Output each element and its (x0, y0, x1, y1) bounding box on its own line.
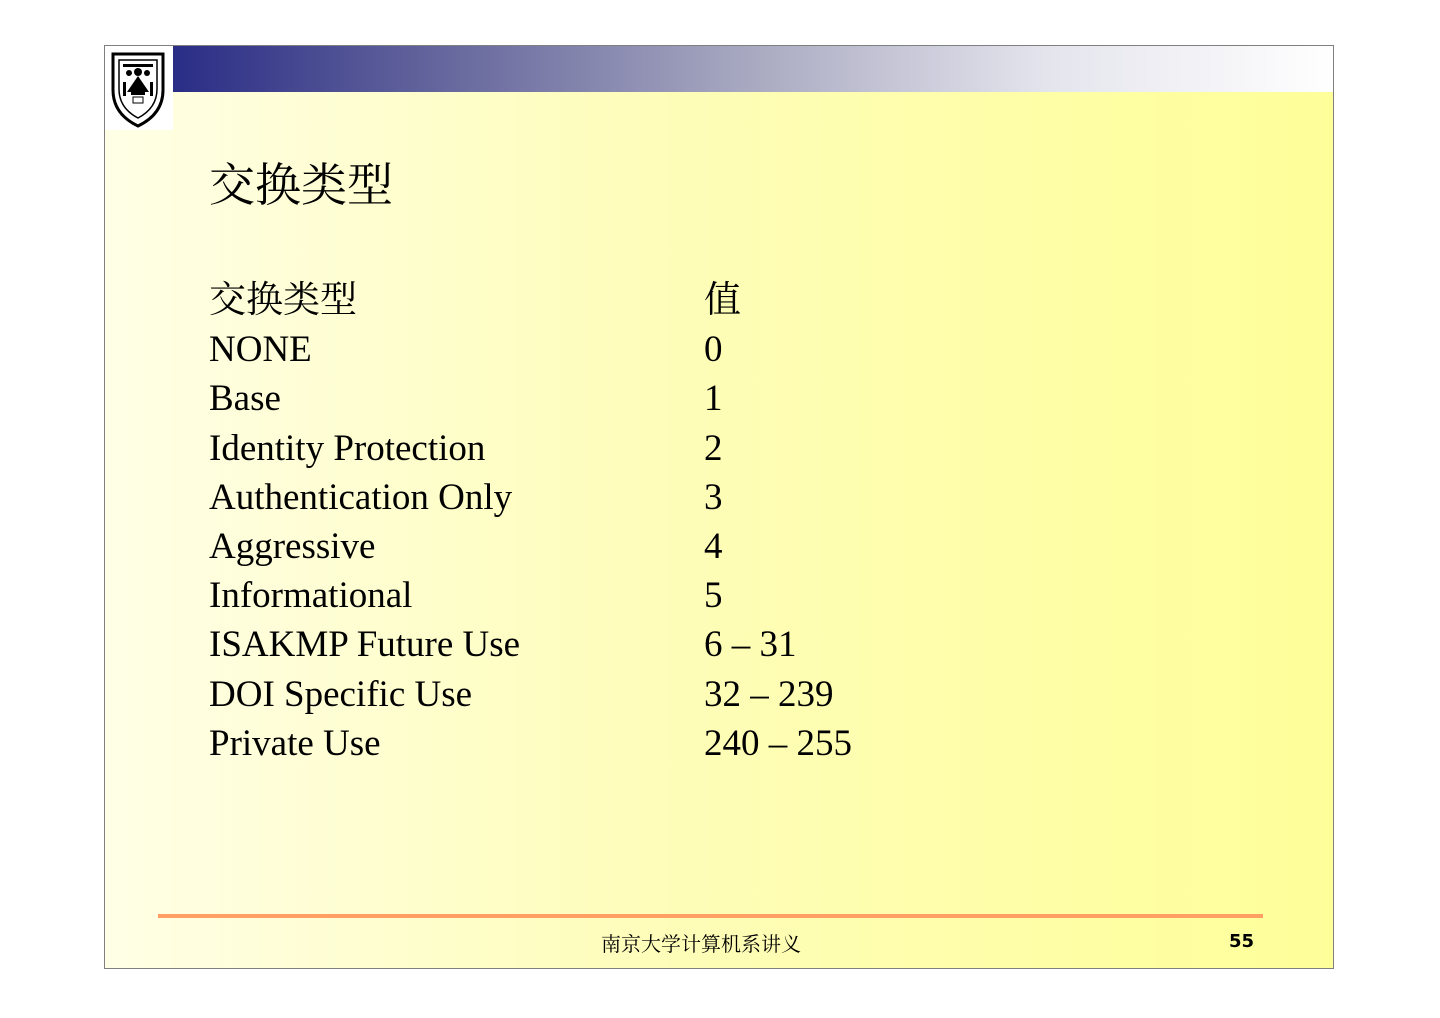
table-row (209, 522, 1004, 571)
slide-title: 交换类型 (209, 158, 393, 212)
row-name: Private Use (209, 722, 381, 764)
row-name: Base (209, 378, 281, 420)
table-row (209, 325, 1004, 374)
footer-text: 南京大学计算机系讲义 (601, 932, 801, 956)
row-value: 6 – 31 (704, 624, 797, 666)
slide (104, 45, 1334, 969)
column-header-value: 值 (704, 280, 741, 321)
row-value: 32 – 239 (704, 673, 834, 715)
row-name: Informational (209, 575, 413, 617)
row-name: Authentication Only (209, 476, 513, 518)
footer-divider (158, 914, 1263, 918)
row-name: Aggressive (209, 525, 376, 567)
row-value: 1 (704, 378, 723, 420)
row-value: 240 – 255 (704, 722, 852, 764)
row-value: 5 (704, 575, 723, 617)
table-row (209, 571, 1004, 620)
row-value: 0 (704, 329, 723, 371)
row-value: 3 (704, 476, 723, 518)
row-value: 4 (704, 525, 723, 567)
table-header-row (209, 276, 1004, 325)
table-row (209, 719, 1004, 768)
table-row (209, 670, 1004, 719)
row-name: Identity Protection (209, 427, 486, 469)
header-bar (173, 46, 1334, 92)
row-name: NONE (209, 329, 312, 371)
page-number: 55 (1229, 931, 1255, 952)
table-row (209, 424, 1004, 473)
row-name: ISAKMP Future Use (209, 624, 521, 666)
row-name: DOI Specific Use (209, 673, 473, 715)
row-value: 2 (704, 427, 723, 469)
table-row (209, 620, 1004, 669)
exchange-type-table (209, 276, 1004, 768)
column-header-name: 交换类型 (209, 280, 357, 321)
table-row (209, 473, 1004, 522)
table-row (209, 374, 1004, 423)
university-seal-icon (105, 46, 173, 130)
